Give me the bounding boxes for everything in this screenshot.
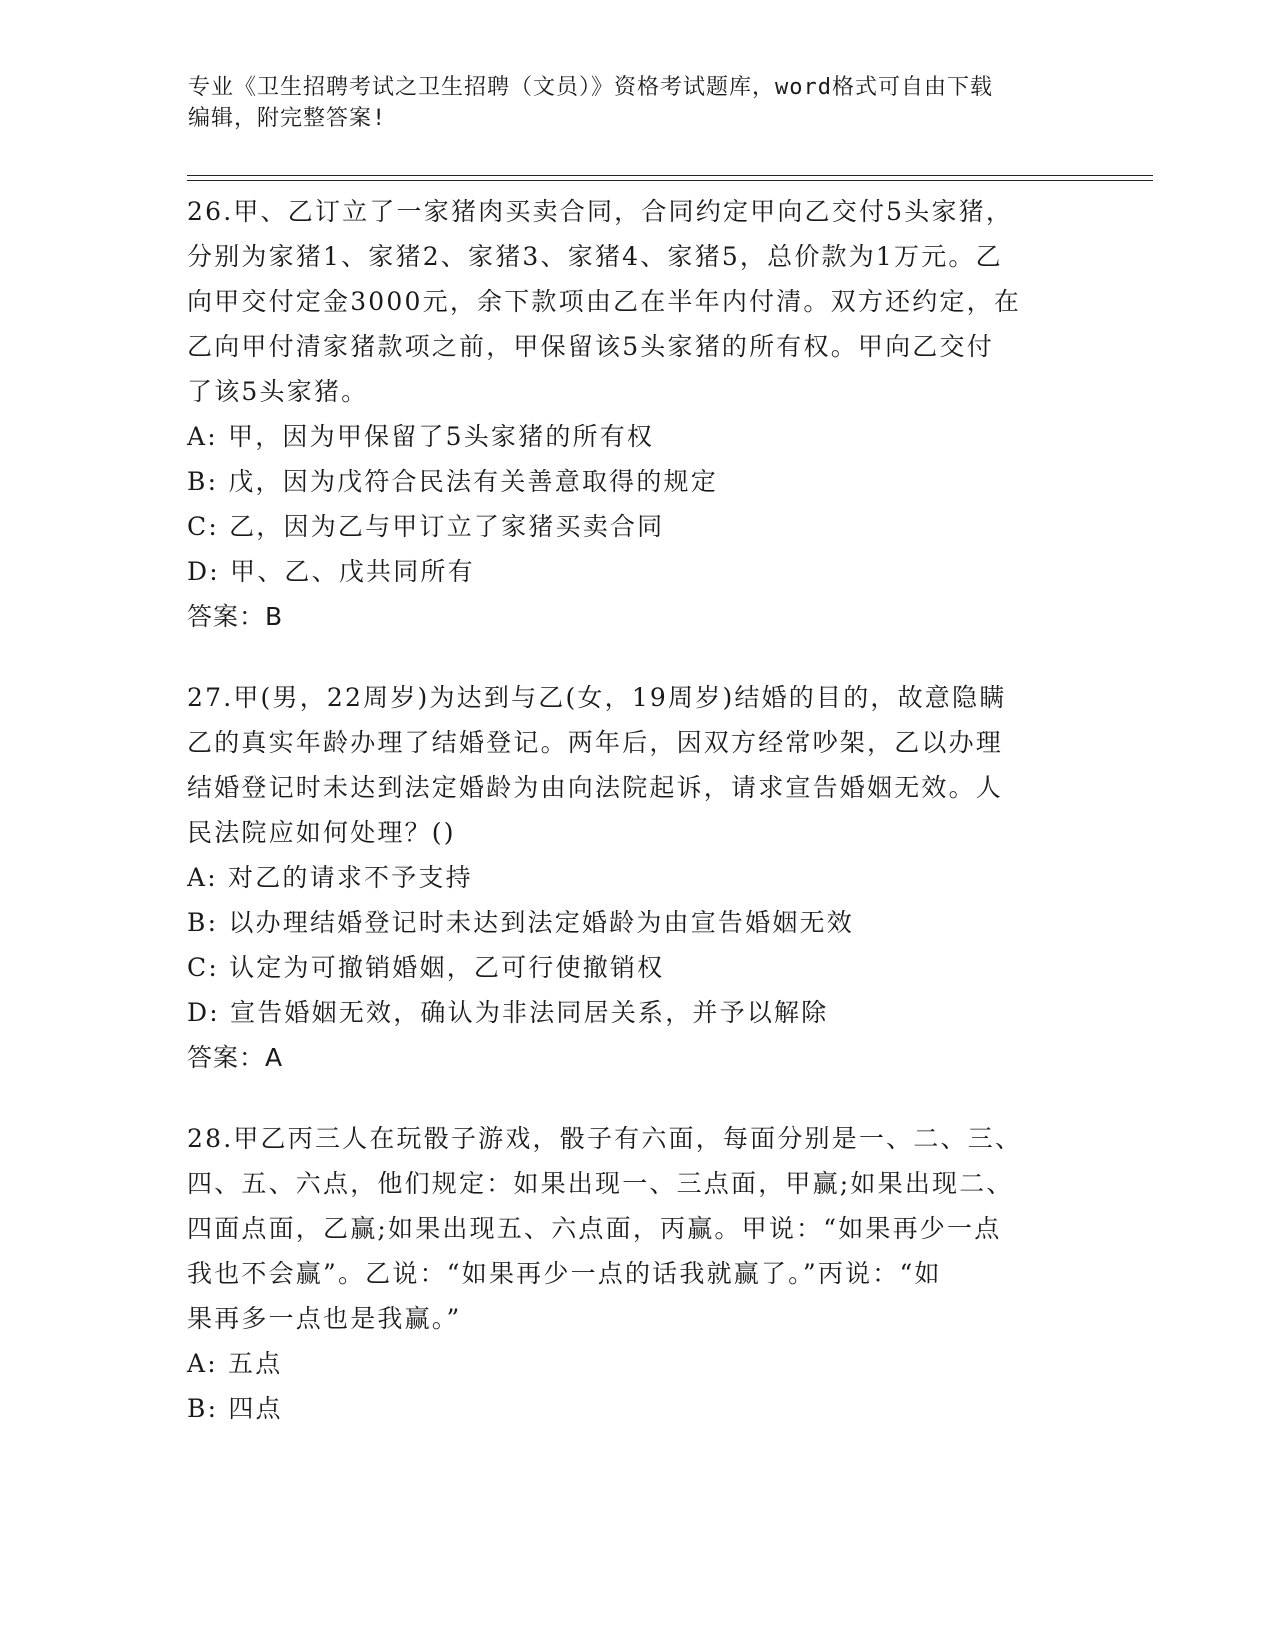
- document-header: [188, 72, 1108, 134]
- question-stem-line: 向甲交付定金3000元，余下款项由乙在半年内付清。双方还约定，在: [187, 287, 1022, 316]
- question-stem-line: 了该5头家猪。: [187, 377, 369, 406]
- question-stem-line: 民法院应如何处理？(): [187, 818, 456, 847]
- question-stem-line: 结婚登记时未达到法定婚龄为由向法院起诉，请求宣告婚姻无效。人: [187, 773, 1004, 802]
- option-a: A: 对乙的请求不予支持: [187, 863, 473, 892]
- option-c: C: 认定为可撤销婚姻，乙可行使撤销权: [187, 953, 665, 982]
- option-b: B: 戊，因为戊符合民法有关善意取得的规定: [187, 467, 718, 496]
- question-28: [187, 1116, 1087, 1431]
- question-stem-line: 四面点面，乙赢;如果出现五、六点面，丙赢。甲说：“如果再少一点: [187, 1214, 1002, 1243]
- question-27: [187, 675, 1087, 1080]
- option-c: C: 乙，因为乙与甲订立了家猪买卖合同: [187, 512, 665, 541]
- question-list: [187, 189, 1087, 1467]
- question-stem-line: 果再多一点也是我赢。”: [187, 1304, 462, 1333]
- option-b: B: 四点: [187, 1394, 283, 1423]
- option-d: D: 宣告婚姻无效，确认为非法同居关系，并予以解除: [187, 998, 829, 1027]
- option-a: A: 五点: [187, 1349, 283, 1378]
- question-stem-line: 乙向甲付清家猪款项之前，甲保留该5头家猪的所有权。甲向乙交付: [187, 332, 994, 361]
- question-stem-line: 我也不会赢”。乙说：“如果再少一点的话我就赢了。”丙说：“如: [187, 1259, 942, 1288]
- question-stem-line: 乙的真实年龄办理了结婚登记。两年后，因双方经常吵架，乙以办理: [187, 728, 1004, 757]
- header-line-1: 专业《卫生招聘考试之卫生招聘（文员）》资格考试题库，word格式可自由下载: [188, 75, 993, 100]
- question-stem-line: 26.甲、乙订立了一家猪肉买卖合同，合同约定甲向乙交付5头家猪，: [187, 197, 1014, 226]
- answer-line: 答案：A: [187, 1043, 284, 1072]
- question-stem-line: 27.甲(男，22周岁)为达到与乙(女，19周岁)结婚的目的，故意隐瞒: [187, 683, 1007, 712]
- answer-line: 答案：B: [187, 602, 284, 631]
- question-26: [187, 189, 1087, 639]
- option-d: D: 甲、乙、戊共同所有: [187, 557, 475, 586]
- question-stem-line: 分别为家猪1、家猪2、家猪3、家猪4、家猪5，总价款为1万元。乙: [187, 242, 1003, 271]
- question-stem-line: 28.甲乙丙三人在玩骰子游戏，骰子有六面，每面分别是一、二、三、: [187, 1124, 1023, 1153]
- question-stem-line: 四、五、六点，他们规定：如果出现一、三点面，甲赢;如果出现二、: [187, 1169, 1014, 1198]
- header-divider-bottom: [187, 180, 1153, 181]
- option-b: B: 以办理结婚登记时未达到法定婚龄为由宣告婚姻无效: [187, 908, 854, 937]
- header-divider-top: [187, 175, 1153, 176]
- header-line-2: 编辑，附完整答案!: [188, 106, 387, 131]
- option-a: A: 甲，因为甲保留了5头家猪的所有权: [187, 422, 655, 451]
